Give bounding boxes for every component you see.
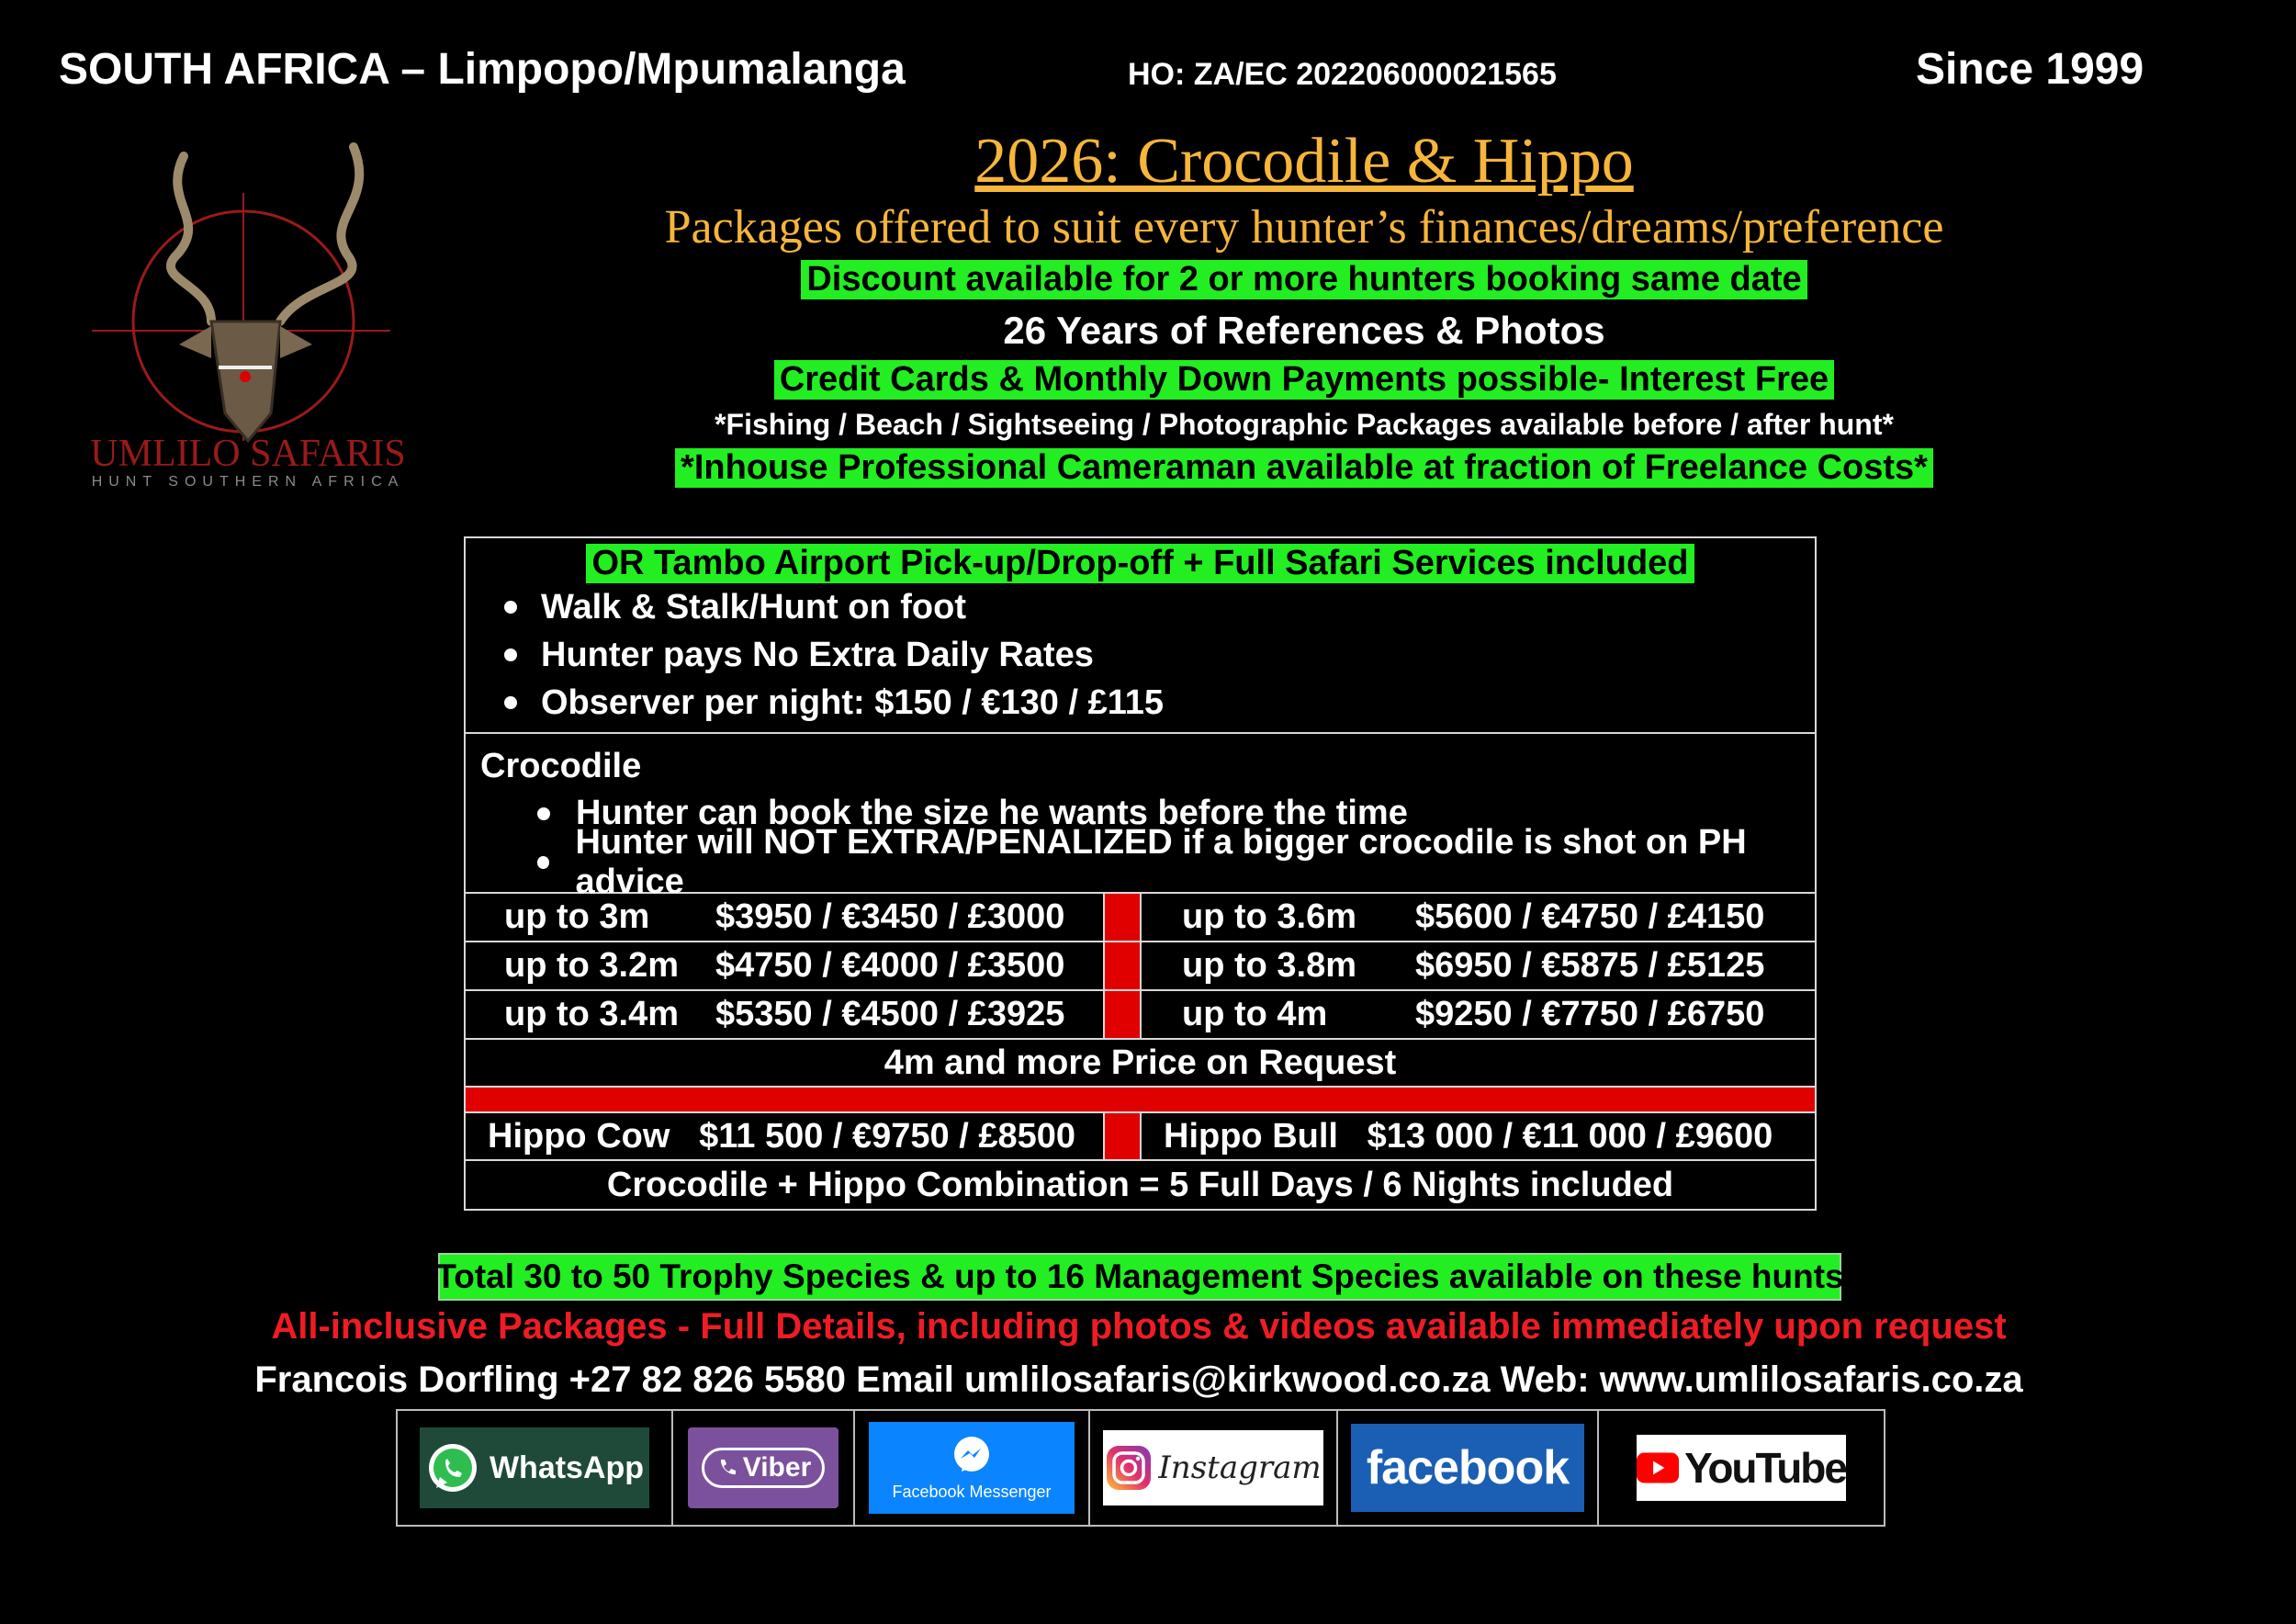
price-table xyxy=(464,536,1817,1211)
region-title: SOUTH AFRICA – Limpopo/Mpumalanga xyxy=(59,45,906,94)
table-row xyxy=(466,942,1815,991)
social-links xyxy=(396,1409,1885,1527)
hippo-row xyxy=(466,1113,1815,1161)
all-inclusive-line: All-inclusive Packages - Full Details, including photos & videos available immediately upon request xyxy=(271,1306,2007,1347)
croc-size: up to 3.4m xyxy=(504,995,680,1033)
logo-tagline: HUNT SOUTHERN AFRICA xyxy=(91,474,405,490)
species-banner: Total 30 to 50 Trophy Species & up to 16 Management Species available on these hunts xyxy=(438,1253,1841,1301)
messenger-label: Facebook Messenger xyxy=(892,1482,1052,1501)
list-item xyxy=(466,679,1815,727)
croc-price: $9250 / €7750 / £6750 xyxy=(1415,995,1765,1033)
messenger-link[interactable] xyxy=(855,1411,1090,1525)
red-divider xyxy=(1103,894,1142,941)
credit-banner: Credit Cards & Monthly Down Payments possible- Interest Free xyxy=(774,360,1834,400)
youtube-label: YouTube xyxy=(1684,1444,1846,1492)
croc-price: $5600 / €4750 / £4150 xyxy=(1415,897,1765,936)
youtube-link[interactable] xyxy=(1599,1411,1884,1525)
whatsapp-link[interactable] xyxy=(398,1411,673,1525)
viber-phone-icon xyxy=(715,1456,739,1480)
red-divider xyxy=(1103,991,1142,1038)
hippo-bull-price: Hippo Bull $13 000 / €11 000 / £9600 xyxy=(1164,1116,1773,1156)
combo-row: Crocodile + Hippo Combination = 5 Full Days / 6 Nights included xyxy=(606,1165,1674,1204)
facebook-link[interactable] xyxy=(1338,1411,1599,1525)
bullet-icon xyxy=(504,601,517,614)
viber-link[interactable] xyxy=(673,1411,855,1525)
instagram-label: Instagram xyxy=(1158,1449,1322,1486)
bullet-icon xyxy=(504,696,517,709)
red-divider xyxy=(1103,942,1142,989)
list-item xyxy=(480,822,1815,901)
logo-name: UMLILO SAFARIS xyxy=(90,433,406,475)
red-divider xyxy=(1103,1113,1142,1159)
page-title: 2026: Crocodile & Hippo xyxy=(974,126,1634,197)
table-row xyxy=(466,894,1815,942)
references-line: 26 Years of References & Photos xyxy=(1003,309,1605,352)
croc-size: up to 3.2m xyxy=(504,946,680,985)
service-no-daily-rates: Hunter pays No Extra Daily Rates xyxy=(541,635,1094,674)
whatsapp-label: WhatsApp xyxy=(489,1449,645,1485)
crocodile-section xyxy=(466,734,1815,901)
list-item xyxy=(466,631,1815,679)
croc-note-penalty: Hunter will NOT EXTRA/PENALIZED if a bigger crocodile is shot on PH advice xyxy=(575,822,1747,901)
registration-number: HO: ZA/EC 202206000021565 xyxy=(1128,57,1557,92)
instagram-link[interactable] xyxy=(1090,1411,1338,1525)
croc-price: $4750 / €4000 / £3500 xyxy=(715,946,1065,985)
croc-price: $5350 / €4500 / £3925 xyxy=(715,995,1065,1033)
cameraman-banner: *Inhouse Professional Cameraman available at fraction of Freelance Costs* xyxy=(675,448,1933,488)
service-walk-stalk: Walk & Stalk/Hunt on foot xyxy=(541,587,967,626)
since-label: Since 1999 xyxy=(1916,45,2144,94)
whatsapp-icon xyxy=(425,1440,480,1495)
service-observer-rate: Observer per night: $150 / €130 / £115 xyxy=(541,682,1165,722)
youtube-play-icon xyxy=(1637,1449,1679,1486)
over-4m-row: 4m and more Price on Request xyxy=(466,1040,1815,1088)
contact-line: Francois Dorfling +27 82 826 5580 Email umlilosafaris@kirkwood.co.za Web: www.umlilosafaris.co.za xyxy=(254,1359,2023,1400)
viber-label: Viber xyxy=(742,1452,812,1483)
croc-price: $3950 / €3450 / £3000 xyxy=(715,897,1065,936)
hippo-cow-price: Hippo Cow $11 500 / €9750 / £8500 xyxy=(488,1116,1076,1156)
croc-size: up to 3.6m xyxy=(1182,897,1357,936)
messenger-icon xyxy=(951,1435,993,1477)
subtitle: Packages offered to suit every hunter’s finances/dreams/preference xyxy=(664,201,1944,254)
bullet-icon xyxy=(504,648,517,661)
croc-price: $6950 / €5875 / £5125 xyxy=(1415,946,1765,985)
croc-size: up to 3.8m xyxy=(1182,946,1357,985)
croc-note-size: Hunter can book the size he wants before the time xyxy=(576,794,1408,832)
table-row xyxy=(466,991,1815,1040)
red-separator xyxy=(466,1088,1815,1113)
croc-size: up to 4m xyxy=(1182,995,1328,1033)
croc-size: up to 3m xyxy=(504,897,650,936)
facebook-label: facebook xyxy=(1366,1441,1570,1494)
bullet-icon xyxy=(537,807,550,820)
services-header: OR Tambo Airport Pick-up/Drop-off + Full Safari Services included xyxy=(586,544,1694,583)
bullet-icon xyxy=(537,856,549,869)
discount-banner: Discount available for 2 or more hunters booking same date xyxy=(801,260,1806,299)
crocodile-title: Crocodile xyxy=(480,747,642,785)
fishing-line: *Fishing / Beach / Sightseeing / Photographic Packages available before / after hunt* xyxy=(715,408,1894,441)
list-item xyxy=(466,583,1815,631)
instagram-icon xyxy=(1105,1444,1153,1492)
services-section xyxy=(466,538,1815,734)
